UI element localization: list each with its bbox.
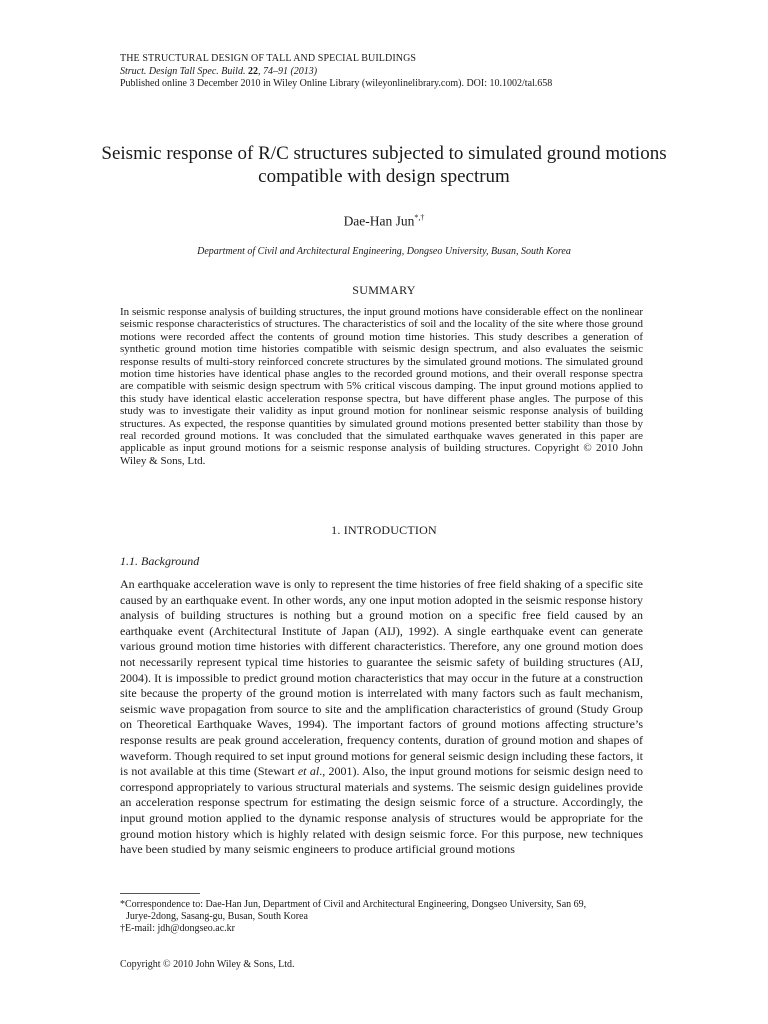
email-mark: †	[120, 923, 125, 934]
author-name: Dae-Han Jun	[343, 213, 415, 229]
email-address: E-mail: jdh@dongseo.ac.kr	[125, 923, 236, 934]
introduction-paragraph	[120, 577, 643, 858]
citation-volume: 22	[247, 65, 258, 77]
citation-prefix: Struct. Design Tall Spec. Build.	[120, 65, 246, 77]
citation-suffix: , 74–91 (2013)	[257, 65, 318, 77]
journal-name: THE STRUCTURAL DESIGN OF TALL AND SPECIAL BUILDINGS	[120, 53, 417, 64]
author-affiliation: Department of Civil and Architectural Engineering, Dongseo University, Busan, South Korea	[197, 246, 571, 257]
publication-info: Published online 3 December 2010 in Wiley Online Library (wileyonlinelibrary.com). DOI: 10.1002/tal.658	[120, 78, 553, 89]
journal-header	[120, 53, 552, 91]
copyright-footer: Copyright © 2010 John Wiley & Sons, Ltd.	[120, 959, 295, 970]
introduction-heading: 1. INTRODUCTION	[331, 523, 437, 537]
footnotes	[120, 899, 643, 935]
author-line	[0, 213, 768, 230]
email-footnote	[120, 923, 643, 935]
paragraph-part2: ., 2001). Also, the input ground motions for seismic design need to correspond appropriately to various structural materials and systems. The seismic design guidelines provide an acceleration response spectrum for estimating the design seismic force of a structure. Accordingly, the input ground motion applied to the dynamic response analysis of structures would be appropriate for the ground motion history which is highly related with design seismic force. For this purpose, new techniques have been studied by many seismic engineers to produce artificial ground motions	[120, 764, 644, 857]
footnote-divider	[120, 893, 200, 894]
correspondence-mark: *	[120, 899, 125, 910]
summary-text: In seismic response analysis of building structures, the input ground motions have considerable effect on the nonlinear seismic response characteristics of structures. The characteristics of soil and the locality of the site where those ground motions were recorded affect the contents of ground motion time histories. This study describes a generation of synthetic ground motion time histories compatible with seismic design spectrum, and also evaluates the seismic response results of multi-story reinforced concrete structures by the simulated ground motions. The simulated ground motion time histories have identical phase angles to the recorded ground motions, and their overall response spectra are compatible with seismic design spectrum with 5% critical viscous damping. The input ground motions applied to this study have identical elastic acceleration response spectra, but have different phase angles. The purpose of this study was to investigate their validity as input ground motion for nonlinear seismic response analysis of building structures. As expected, the response quantities by simulated ground motions presented better stability than those by real recorded ground motions. It was concluded that the simulated earthquake waves generated in this paper are applicable as input ground motions for a seismic response analysis of building structures. Copyright © 2010 John Wiley & Sons, Ltd.	[120, 306, 643, 467]
correspondence-footnote	[120, 899, 643, 911]
paragraph-part1: An earthquake acceleration wave is only to represent the time histories of free field shaking of a specific site caused by an earthquake event. In other words, any one input motion adopted in the seismic response history analysis of building structures is nothing but a ground motion on a specific free field caused by an earthquake event (Architectural Institute of Japan (AIJ), 1992). A single earthquake event can generate various ground motion time histories with different characteristics. Therefore, any one ground motion does not necessarily represent typical time histories to guarantee the seismic safety of building structures (AIJ, 2004). It is impossible to predict ground motion characteristics that may occur in the future at a construction site because the property of the ground motion is interrelated with many factors such as fault mechanism, seismic wave propagation from source to site and the amplification characteristics of ground (Study Group on Theoretical Earthquake Waves, 1994). The important factors of ground motions affecting structure’s response results are peak ground acceleration, frequency contents, duration of ground motion and shapes of waveform. Though required to set input ground motions for general seismic design including these factors, it is not available at this time (Stewart	[120, 577, 643, 779]
author-marks: *,†	[414, 213, 425, 222]
correspondence-line1: Correspondence to: Dae-Han Jun, Department of Civil and Architectural Engineering, Dongseo University, San 69,	[125, 899, 587, 910]
background-subheading: 1.1. Background	[120, 554, 200, 568]
summary-heading: SUMMARY	[352, 283, 416, 297]
correspondence-line2: Jurye-2dong, Sasang-gu, Busan, South Korea	[126, 911, 308, 922]
journal-citation	[120, 66, 552, 79]
et-al-italic: et al	[297, 764, 320, 779]
paper-title: Seismic response of R/C structures subjected to simulated ground motions compatible with design spectrum	[101, 143, 667, 187]
